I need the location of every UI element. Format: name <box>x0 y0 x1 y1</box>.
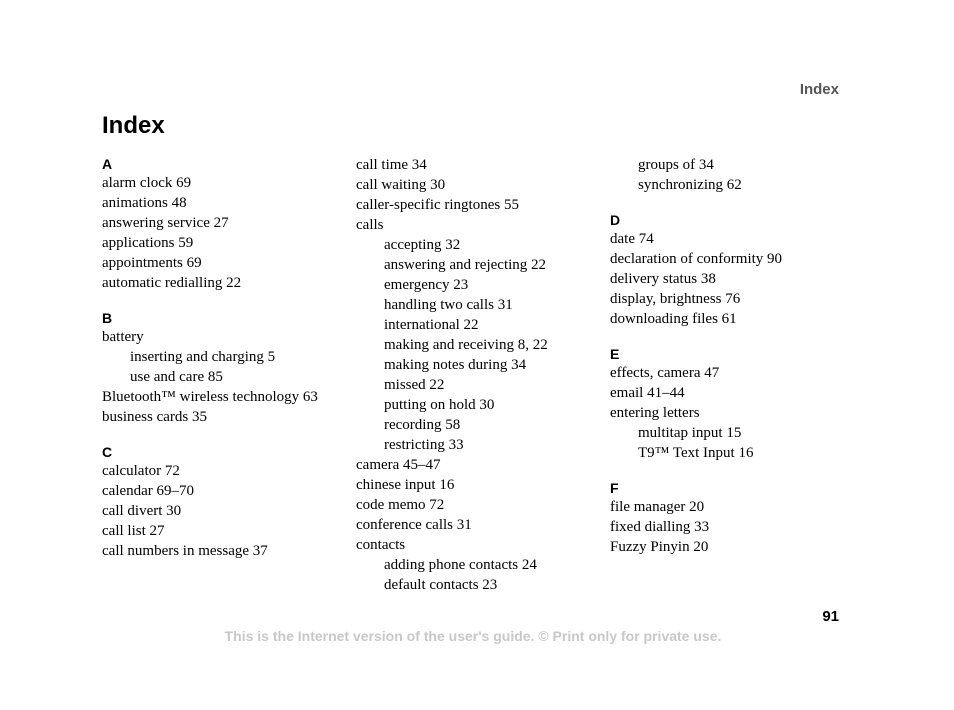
index-column-2 <box>356 155 606 595</box>
index-subentry: answering and rejecting 22 <box>384 257 547 273</box>
page-number: 91 <box>822 608 839 625</box>
section-letter: B <box>102 310 113 326</box>
index-entry: call numbers in message 37 <box>102 543 268 559</box>
index-subentry: multitap input 15 <box>638 425 742 441</box>
index-entry: battery <box>102 329 144 345</box>
index-subentry: international 22 <box>384 317 479 333</box>
index-entry: calculator 72 <box>102 463 180 479</box>
index-subentry: adding phone contacts 24 <box>384 557 537 573</box>
footer-note: This is the Internet version of the user's guide. © Print only for private use. <box>224 628 722 644</box>
section-letter: C <box>102 444 113 460</box>
index-entry: display, brightness 76 <box>610 291 741 307</box>
index-entry: entering letters <box>610 405 700 421</box>
index-entry: email 41–44 <box>610 385 685 401</box>
index-entry: animations 48 <box>102 195 187 211</box>
index-subentry: use and care 85 <box>130 369 223 385</box>
index-entry: calendar 69–70 <box>102 483 195 499</box>
section-letter: E <box>610 346 620 362</box>
index-entry: effects, camera 47 <box>610 365 720 381</box>
index-entry: code memo 72 <box>356 497 445 513</box>
section-letter: A <box>102 156 113 172</box>
index-entry: alarm clock 69 <box>102 175 192 191</box>
index-entry: calls <box>356 217 384 233</box>
index-entry: business cards 35 <box>102 409 207 425</box>
index-entry: declaration of conformity 90 <box>610 251 783 267</box>
index-entry: chinese input 16 <box>356 477 455 493</box>
section-letter: D <box>610 212 621 228</box>
index-entry: applications 59 <box>102 235 194 251</box>
index-subentry: putting on hold 30 <box>384 397 495 413</box>
index-entry: camera 45–47 <box>356 457 441 473</box>
index-entry: fixed dialling 33 <box>610 519 710 535</box>
index-entry: delivery status 38 <box>610 271 716 287</box>
running-head: Index <box>799 81 839 98</box>
index-subentry: T9™ Text Input 16 <box>638 445 754 461</box>
index-entry: date 74 <box>610 231 654 247</box>
index-subentry: accepting 32 <box>384 237 461 253</box>
index-entry: file manager 20 <box>610 499 705 515</box>
index-column-1 <box>102 155 352 561</box>
index-subentry: making and receiving 8, 22 <box>384 337 548 353</box>
index-entry: caller-specific ringtones 55 <box>356 197 519 213</box>
index-subentry: missed 22 <box>384 377 445 393</box>
index-entry: appointments 69 <box>102 255 202 271</box>
index-subentry: recording 58 <box>384 417 461 433</box>
index-entry: contacts <box>356 537 406 553</box>
page-title: Index <box>102 112 165 139</box>
index-entry: conference calls 31 <box>356 517 472 533</box>
index-subentry: default contacts 23 <box>384 577 498 593</box>
index-subentry: synchronizing 62 <box>638 177 742 193</box>
index-column-3 <box>610 155 860 557</box>
index-subentry: emergency 23 <box>384 277 469 293</box>
section-letter: F <box>610 480 619 496</box>
index-entry: Fuzzy Pinyin 20 <box>610 539 709 555</box>
index-entry: call waiting 30 <box>356 177 446 193</box>
index-subentry: handling two calls 31 <box>384 297 513 313</box>
index-entry: call divert 30 <box>102 503 182 519</box>
index-subentry: groups of 34 <box>638 157 714 173</box>
index-entry: Bluetooth™ wireless technology 63 <box>102 389 318 405</box>
index-entry: call time 34 <box>356 157 427 173</box>
index-subentry: making notes during 34 <box>384 357 527 373</box>
index-entry: answering service 27 <box>102 215 229 231</box>
index-subentry: restricting 33 <box>384 437 464 453</box>
index-subentry: inserting and charging 5 <box>130 349 276 365</box>
index-entry: downloading files 61 <box>610 311 737 327</box>
index-entry: automatic redialling 22 <box>102 275 242 291</box>
index-entry: call list 27 <box>102 523 165 539</box>
